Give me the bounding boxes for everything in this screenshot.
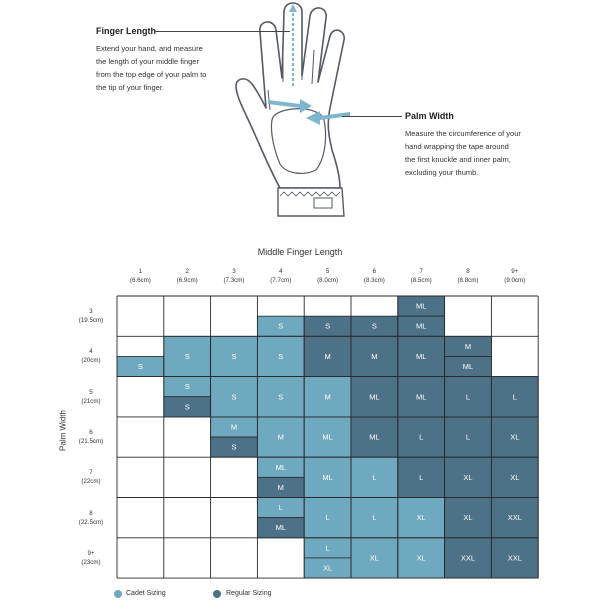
finger-length-line-1: Extend your hand, and measure	[96, 44, 203, 53]
column-header-number: 1	[138, 268, 143, 275]
row-header-cm: (19.5cm)	[78, 317, 104, 325]
size-cell-label: S	[278, 321, 284, 331]
column-header-number: 4	[279, 268, 283, 275]
size-cell-label: M	[324, 351, 331, 361]
size-cell-label: M	[277, 482, 284, 492]
size-cell-label: M	[230, 422, 238, 432]
row-header-number: 4	[89, 348, 93, 356]
finger-length-line-3: from the top edge of your palm to	[96, 70, 207, 79]
palm-width-line-3: the first knuckle and inner palm,	[405, 155, 511, 164]
palm-width-line-2: hand wrapping the tape around	[405, 142, 509, 151]
size-cell-label: ML	[415, 392, 427, 402]
size-cell-label: S	[278, 392, 284, 402]
row-axis-label: Palm Width	[58, 410, 68, 451]
size-cell-label: ML	[322, 432, 333, 442]
legend-cadet-label: Cadet Sizing	[126, 590, 166, 597]
size-cell-label: S	[137, 362, 143, 372]
column-header-cm: (8.0cm)	[317, 277, 339, 284]
finger-length-title: Finger Length	[96, 26, 156, 36]
size-cell-label: S	[184, 402, 190, 412]
size-cell-label: M	[371, 351, 378, 361]
size-cell-label: S	[231, 351, 237, 361]
row-header-cm: (20cm)	[81, 357, 101, 365]
size-cell-label: L	[512, 392, 517, 402]
column-header-number: 3	[232, 268, 236, 275]
row-header-number: 8	[89, 509, 93, 517]
legend-cadet-swatch	[114, 590, 122, 598]
size-cell-label: XL	[323, 563, 333, 573]
row-header-number: 3	[89, 308, 93, 316]
size-cell-label: ML	[415, 321, 427, 331]
size-cell-label: L	[465, 432, 471, 442]
legend-regular-swatch	[213, 590, 221, 598]
size-cell-label: ML	[415, 351, 427, 361]
size-cell-label: XL	[416, 513, 426, 523]
size-cell-label: S	[371, 321, 377, 331]
row-header-cm: (21.5cm)	[78, 438, 104, 446]
column-header-cm: (7.7cm)	[270, 277, 292, 284]
palm-width-title: Palm Width	[405, 111, 454, 121]
size-cell-label: L	[278, 503, 283, 513]
row-header-cm: (23cm)	[81, 558, 101, 566]
column-header-number: 8	[466, 268, 470, 275]
size-cell-label: XL	[463, 513, 473, 523]
size-cell-label: L	[325, 513, 330, 523]
row-header-number: 9+	[87, 549, 95, 557]
finger-length-line-2: the length of your middle finger	[96, 57, 199, 66]
size-cell-label: ML	[369, 432, 380, 442]
size-cell-label: ML	[275, 523, 287, 533]
size-cell-label: M	[464, 341, 472, 351]
row-header-cm: (21cm)	[81, 397, 101, 405]
size-cell-label: M	[277, 432, 284, 442]
column-header-number: 2	[185, 268, 189, 275]
size-cell-label: L	[419, 472, 424, 482]
size-cell-label: M	[324, 392, 331, 402]
size-cell-label: XXL	[507, 513, 522, 523]
row-header-number: 5	[89, 388, 93, 396]
palm-width-line-4: excluding your thumb.	[405, 168, 479, 177]
size-cell-label: L	[325, 543, 330, 553]
size-cell-label: S	[231, 442, 237, 452]
size-cell-label: XL	[463, 472, 473, 482]
size-cell-label: XXL	[507, 553, 522, 563]
size-cell-label: ML	[322, 472, 333, 482]
legend-regular-label: Regular Sizing	[226, 590, 272, 597]
size-cell-label: ML	[415, 301, 427, 311]
column-header-number: 9+	[511, 268, 519, 275]
size-cell-label: S	[325, 321, 331, 331]
size-cell-label: ML	[462, 362, 474, 372]
column-header-number: 6	[372, 268, 377, 275]
row-header-cm: (22cm)	[81, 478, 101, 486]
row-header-number: 6	[89, 429, 93, 437]
column-header-number: 7	[419, 268, 423, 275]
size-cell-label: L	[465, 392, 471, 402]
column-header-number: 5	[325, 268, 330, 275]
column-header-cm: (8.3cm)	[363, 277, 385, 284]
palm-width-line-1: Measure the circumference of your	[405, 129, 521, 138]
size-cell-label: ML	[275, 462, 287, 472]
size-cell-label: XL	[510, 432, 520, 442]
column-header-cm: (8.5cm)	[410, 277, 432, 284]
size-cell-label: L	[372, 472, 377, 482]
size-cell-label: L	[372, 513, 377, 523]
column-header-cm: (8.8cm)	[457, 277, 479, 284]
row-header-number: 7	[89, 469, 93, 477]
row-header-cm: (22.5cm)	[78, 518, 104, 526]
size-cell-label: S	[231, 392, 237, 402]
size-cell-label: ML	[369, 392, 380, 402]
chart-title: Middle Finger Length	[257, 247, 343, 257]
size-cell-label: XL	[369, 553, 379, 563]
size-cell-label: S	[184, 351, 190, 361]
finger-length-line-4: the tip of your finger.	[96, 83, 164, 92]
size-cell-label: XXL	[460, 553, 476, 563]
size-cell-label: S	[184, 382, 190, 392]
size-cell-label: S	[278, 351, 284, 361]
size-cell-label: L	[419, 432, 424, 442]
column-header-cm: (6.9cm)	[176, 277, 198, 284]
size-cell-label: XL	[416, 553, 426, 563]
column-header-cm: (6.6cm)	[129, 277, 151, 284]
column-header-cm: (9.0cm)	[504, 277, 526, 284]
size-cell-label: XL	[510, 472, 520, 482]
column-header-cm: (7.3cm)	[223, 277, 245, 284]
